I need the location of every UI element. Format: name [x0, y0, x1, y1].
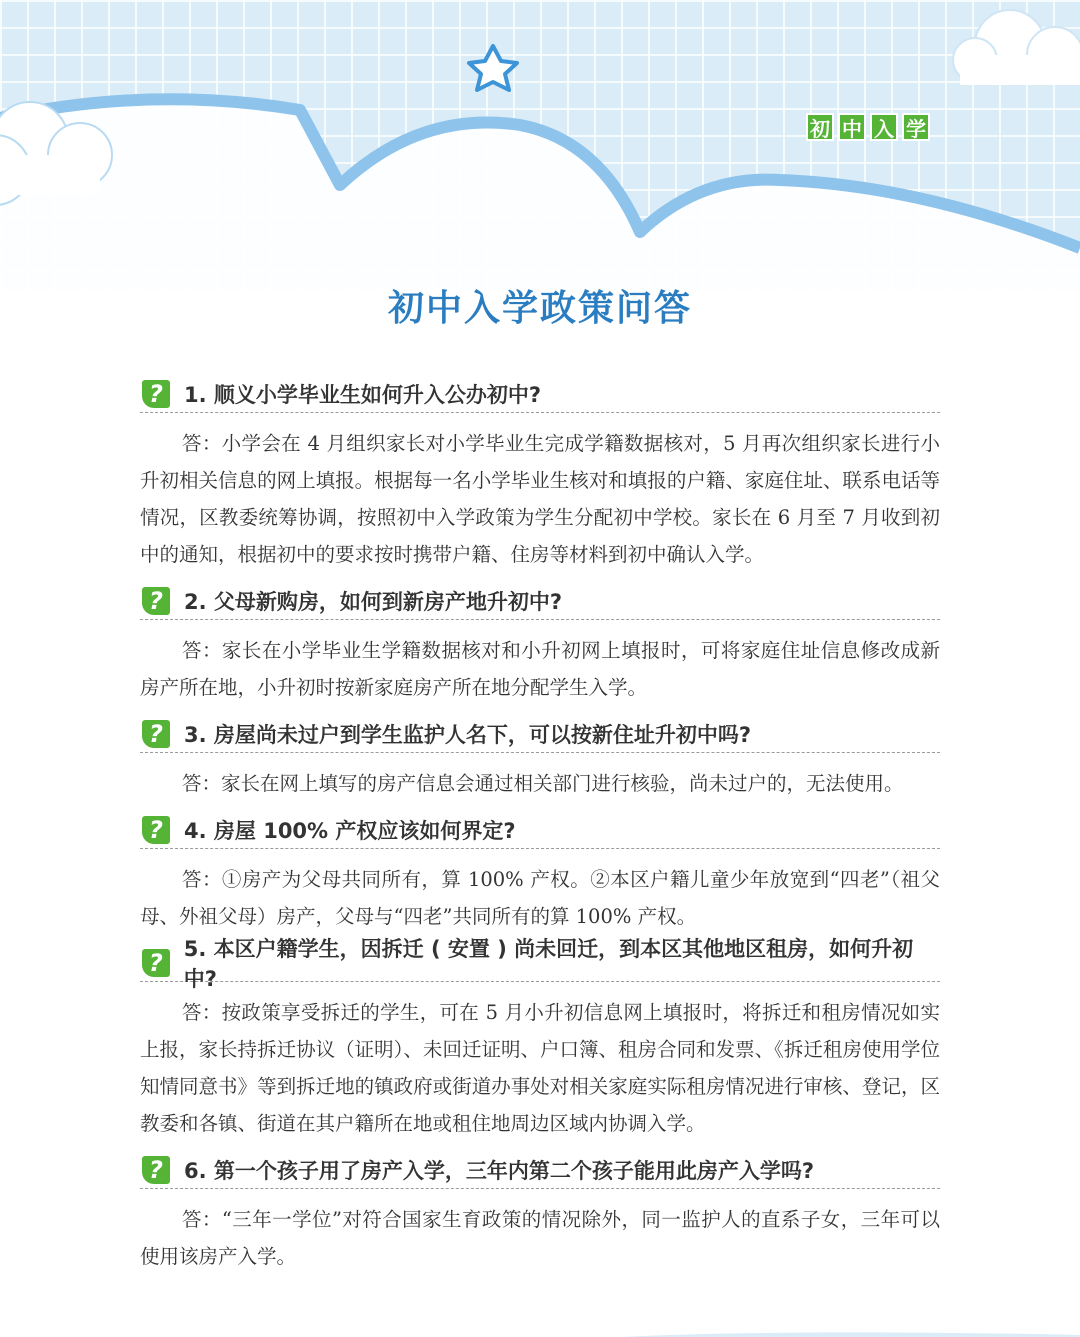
star-icon — [469, 46, 517, 90]
section-tag — [806, 113, 930, 141]
question-mark-icon: ? — [142, 720, 170, 748]
header-banner — [0, 0, 1080, 290]
question-text: 4. 房屋 100% 产权应该如何界定? — [184, 819, 516, 843]
qa-item — [140, 812, 940, 935]
qa-item — [140, 376, 940, 573]
answer-text: 答：①房产为父母共同所有，算 100% 产权。②本区户籍儿童少年放宽到“四老”（祖父母、外祖父母）房产，父母与“四老”共同所有的算 100% 产权。 — [140, 868, 940, 928]
question-text: 5. 本区户籍学生，因拆迁 ( 安置 ) 尚未回迁，到本区其他地区租房，如何升初中? — [183, 937, 914, 991]
qa-item — [140, 1152, 940, 1275]
answer-text: 答：“三年一学位”对符合国家生育政策的情况除外，同一监护人的直系子女，三年可以使用该房产入学。 — [140, 1208, 940, 1268]
question-row — [140, 376, 940, 413]
qa-item — [140, 583, 940, 706]
question-mark-icon: ? — [142, 1156, 170, 1184]
question-mark-icon: ? — [142, 380, 170, 408]
question-row — [140, 812, 940, 849]
answer-text: 答：小学会在 4 月组织家长对小学毕业生完成学籍数据核对，5 月再次组织家长进行小升初相关信息的网上填报。根据每一名小学毕业生核对和填报的户籍、家庭住址、联系电话等情况，区教委统筹协调，按照初中入学政策为学生分配初中学校。家长在 6 月至 7 月收到初中的通知，根据初中的要求按时携带户籍、住房等材料到初中确认入学。 — [140, 432, 940, 566]
question-row — [140, 583, 940, 620]
qa-list — [140, 376, 940, 1285]
page-title: 初中入学政策问答 — [387, 288, 692, 329]
qa-item — [140, 937, 940, 1142]
question-mark-icon: ? — [142, 949, 170, 977]
question-mark-icon: ? — [142, 587, 170, 615]
question-text: 1. 顺义小学毕业生如何升入公办初中? — [184, 383, 542, 407]
question-mark-icon: ? — [142, 816, 170, 844]
cloud-right-icon — [953, 10, 1080, 85]
question-text: 3. 房屋尚未过户到学生监护人名下，可以按新住址升初中吗? — [184, 723, 752, 747]
question-row — [140, 716, 940, 753]
footer-decoration — [0, 1329, 1080, 1337]
question-row — [140, 1152, 940, 1189]
tag-char: 中 — [838, 113, 866, 141]
question-text: 2. 父母新购房，如何到新房产地升初中? — [184, 590, 563, 614]
qa-item — [140, 716, 940, 802]
answer-text: 答：家长在小学毕业生学籍数据核对和小升初网上填报时，可将家庭住址信息修改成新房产所在地，小升初时按新家庭房产所在地分配学生入学。 — [140, 639, 940, 699]
question-row — [140, 937, 940, 991]
header-decoration — [0, 0, 1080, 290]
tag-char: 初 — [806, 113, 834, 141]
tag-char: 入 — [870, 113, 898, 141]
question-text: 6. 第一个孩子用了房产入学，三年内第二个孩子能用此房产入学吗? — [184, 1159, 815, 1183]
answer-text: 答：家长在网上填写的房产信息会通过相关部门进行核验，尚未过户的，无法使用。 — [182, 772, 904, 795]
answer-text: 答：按政策享受拆迁的学生，可在 5 月小升初信息网上填报时，将拆迁和租房情况如实上报，家长持拆迁协议（证明）、未回迁证明、户口簿、租房合同和发票、《拆迁租房使用学位知情同意书》等到拆迁地的镇政府或街道办事处对相关家庭实际租房情况进行审核、登记，区教委和各镇、街道在其户籍所在地或租住地周边区域内协调入学。 — [140, 1001, 940, 1135]
tag-char: 学 — [902, 113, 930, 141]
